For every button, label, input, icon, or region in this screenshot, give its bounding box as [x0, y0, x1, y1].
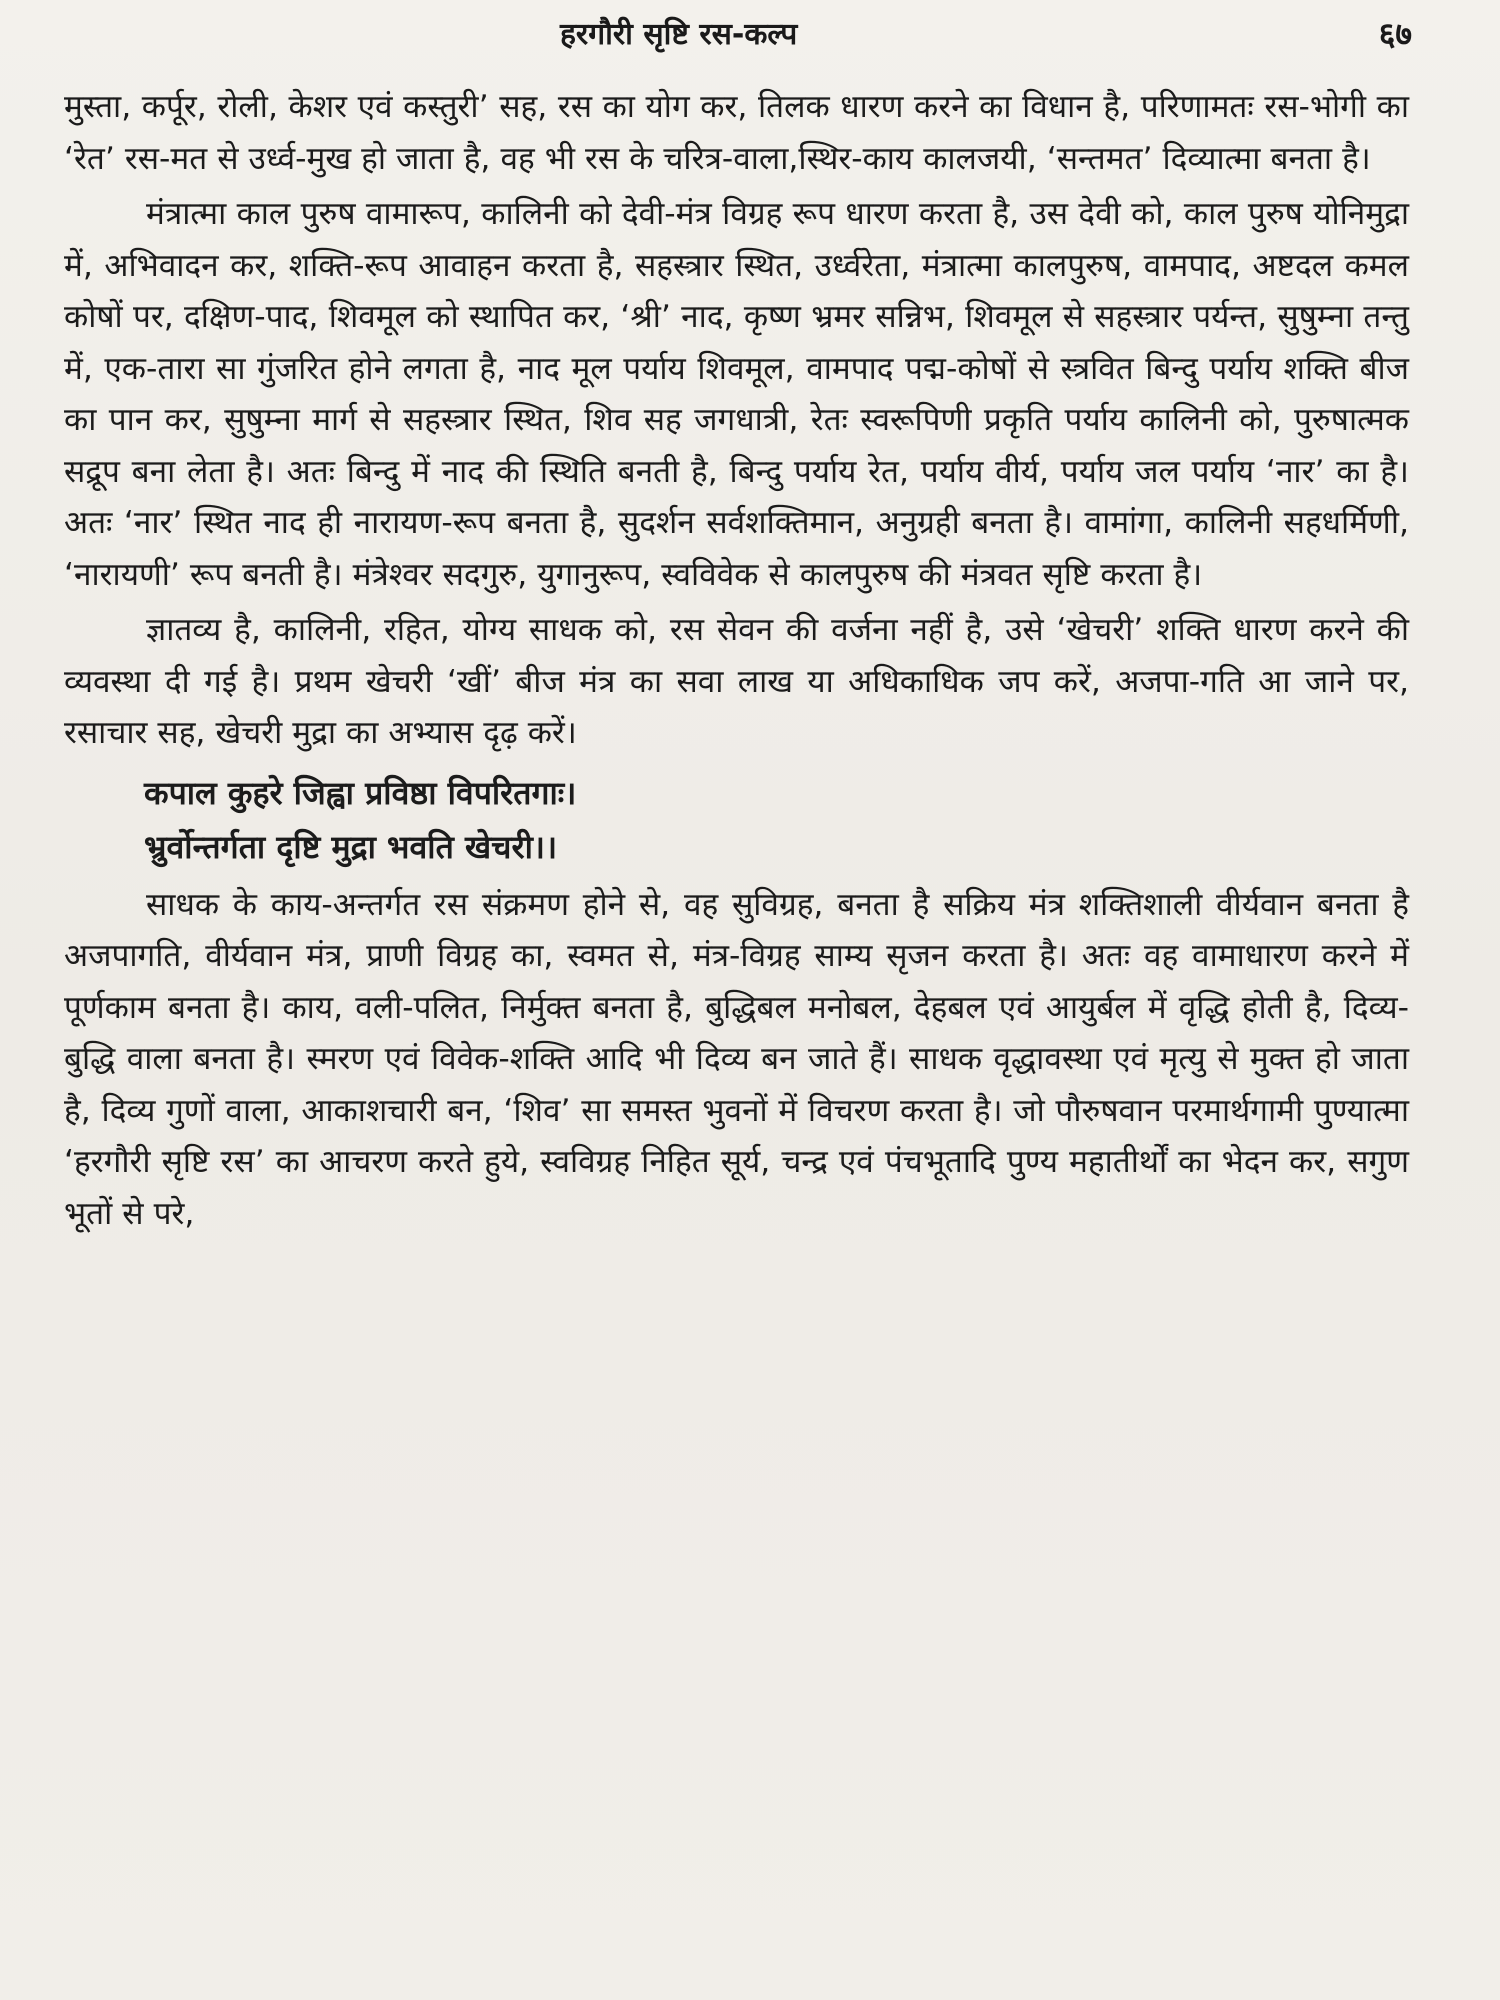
verse-line-1: कपाल कुहरे जिह्वा प्रविष्ठा विपरितगाः। — [144, 773, 577, 812]
paragraph-1: मुस्ता, कर्पूर, रोली, केशर एवं कस्तुरी’ सह, रस का योग कर, तिलक धारण करने का विधान है, परिणामतः रस-भोगी का ‘रेत’ रस-मत से उर्ध्व-मुख हो जाता है, वह भी रस के चरित्र-वाला,स्थिर-काय कालजयी, ‘सन्तमत’ दिव्यात्मा बनता है। — [64, 89, 1409, 177]
sanskrit-verse — [144, 766, 1409, 874]
verse-line-2: भ्रुर्वोन्तर्गता दृष्टि मुद्रा भवति खेचरी।। — [144, 827, 558, 866]
page-header — [0, 8, 1500, 64]
body-text — [64, 82, 1409, 1240]
paragraph-4: साधक के काय-अन्तर्गत रस संक्रमण होने से, वह सुविग्रह, बनता है सक्रिय मंत्र शक्तिशाली वीर्यवान बनता है अजपागति, वीर्यवान मंत्र, प्राणी विग्रह का, स्वमत से, मंत्र-विग्रह साम्य सृजन करता है। अतः वह वामाधारण करने में पूर्णकाम बनता है। काय, वली-पलित, निर्मुक्त बनता है, बुद्धिबल मनोबल, देहबल एवं आयुर्बल में वृद्धि होती है, दिव्य-बुद्धि वाला बनता है। स्मरण एवं विवेक-शक्ति आदि भी दिव्य बन जाते हैं। साधक वृद्धावस्था एवं मृत्यु से मुक्त हो जाता है, दिव्य गुणों वाला, आकाशचारी बन, ‘शिव’ सा समस्त भुवनों में विचरण करता है। जो पौरुषवान परमार्थगामी पुण्यात्मा ‘हरगौरी सृष्टि रस’ का आचरण करते हुये, स्वविग्रह निहित सूर्य, चन्द्र एवं पंचभूतादि पुण्य महातीर्थों का भेदन कर, सगुण भूतों से परे, — [64, 886, 1409, 1232]
running-title: हरगौरी सृष्टि रस-कल्प — [560, 17, 798, 52]
paragraph-3: ज्ञातव्य है, कालिनी, रहित, योग्य साधक को, रस सेवन की वर्जना नहीं है, उसे ‘खेचरी’ शक्ति धारण करने की व्यवस्था दी गई है। प्रथम खेचरी ‘खीं’ बीज मंत्र का सवा लाख या अधिकाधिक जप करें, अजपा-गति आ जाने पर, रसाचार सह, खेचरी मुद्रा का अभ्यास दृढ़ करें। — [64, 612, 1409, 751]
paragraph-2: मंत्रात्मा काल पुरुष वामारूप, कालिनी को देवी-मंत्र विग्रह रूप धारण करता है, उस देवी को, काल पुरुष योनिमुद्रा में, अभिवादन कर, शक्ति-रूप आवाहन करता है, सहस्त्रार स्थित, उर्ध्वरेता, मंत्रात्मा कालपुरुष, वामपाद, अष्टदल कमल कोषों पर, दक्षिण-पाद, शिवमूल को स्थापित कर, ‘श्री’ नाद, कृष्ण भ्रमर सन्निभ, शिवमूल से सहस्त्रार पर्यन्त, सुषुम्ना तन्तु में, एक-तारा सा गुंजरित होने लगता है, नाद मूल पर्याय शिवमूल, वामपाद पद्म-कोषों से स्त्रवित बिन्दु पर्याय शक्ति बीज का पान कर, सुषुम्ना मार्ग से सहस्त्रार स्थित, शिव सह जगधात्री, रेतः स्वरूपिणी प्रकृति पर्याय कालिनी को, पुरुषात्मक सद्रूप बना लेता है। अतः बिन्दु में नाद की स्थिति बनती है, बिन्दु पर्याय रेत, पर्याय वीर्य, पर्याय जल पर्याय ‘नार’ का है। अतः ‘नार’ स्थित नाद ही नारायण-रूप बनता है, सुदर्शन सर्वशक्तिमान, अनुग्रही बनता है। वामांगा, कालिनी सहधर्मिणी, ‘नारायणी’ रूप बनती है। मंत्रेश्वर सदगुरु, युगानुरूप, स्वविवेक से कालपुरुष की मंत्रवत सृष्टि करता है। — [64, 196, 1409, 593]
page-number: ६७ — [1378, 15, 1412, 53]
